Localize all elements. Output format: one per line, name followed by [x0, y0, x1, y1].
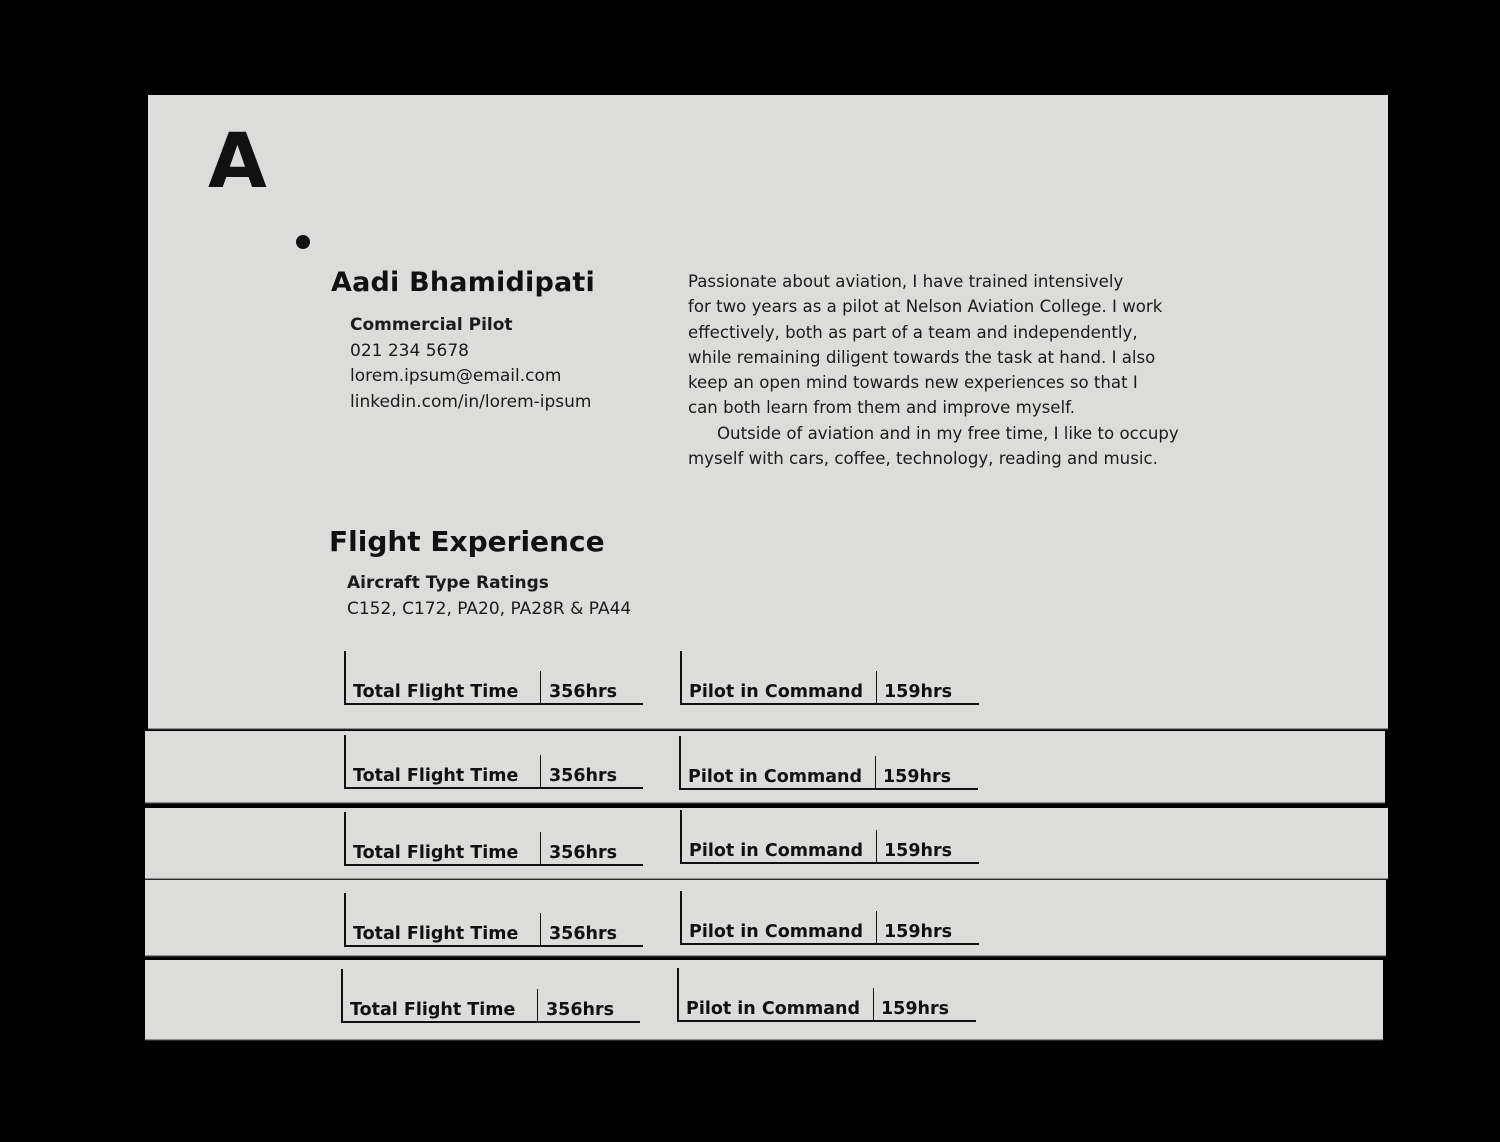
stat-divider	[540, 671, 541, 703]
stat-divider	[876, 911, 877, 943]
total-flight-time-label: Total Flight Time	[353, 682, 519, 702]
stat-divider	[537, 989, 538, 1021]
ratings-title: Aircraft Type Ratings	[347, 573, 549, 593]
bio-line: for two years as a pilot at Nelson Aviation College. I work	[688, 297, 1163, 317]
pilot-in-command-label: Pilot in Command	[689, 682, 863, 702]
bio-line: Passionate about aviation, I have trained intensively	[688, 272, 1124, 291]
monogram-logo: A	[208, 116, 265, 205]
total-flight-time-box	[341, 969, 640, 1023]
pilot-in-command-value: 159hrs	[884, 922, 953, 942]
pilot-in-command-value: 159hrs	[883, 767, 952, 787]
contact-block	[350, 313, 591, 415]
pilot-in-command-value: 159hrs	[881, 999, 950, 1019]
bio-line: can both learn from them and improve myself.	[688, 398, 1076, 418]
ratings-value: C152, C172, PA20, PA28R & PA44	[347, 598, 632, 619]
total-flight-time-value: 356hrs	[549, 843, 618, 863]
total-flight-time-value: 356hrs	[549, 682, 618, 702]
stat-divider	[540, 832, 541, 864]
pilot-in-command-value: 159hrs	[884, 682, 953, 702]
stacked-sheet-4	[145, 880, 1386, 956]
pilot-in-command-box	[680, 810, 979, 864]
pilot-in-command-label: Pilot in Command	[688, 767, 862, 787]
total-flight-time-label: Total Flight Time	[353, 924, 519, 944]
total-flight-time-value: 356hrs	[546, 1000, 615, 1020]
aircraft-ratings	[347, 571, 631, 622]
total-flight-time-box	[344, 893, 643, 947]
job-title: Commercial Pilot	[350, 315, 513, 335]
stat-divider	[876, 671, 877, 703]
pilot-in-command-box	[677, 968, 976, 1022]
total-flight-time-box	[344, 812, 643, 866]
bio-line: while remaining diligent towards the task at hand. I also	[688, 347, 1156, 367]
pilot-in-command-label: Pilot in Command	[689, 841, 863, 861]
pilot-in-command-box	[680, 891, 979, 945]
phone-number: 021 234 5678	[350, 340, 469, 361]
stacked-sheet-3	[145, 808, 1388, 879]
linkedin-url: linkedin.com/in/lorem-ipsum	[350, 391, 592, 412]
bio-line: Outside of aviation and in my free time, I like to occupy	[717, 423, 1179, 443]
total-flight-time-label: Total Flight Time	[353, 843, 519, 863]
section-title-flight-experience: Flight Experience	[329, 525, 605, 558]
stacked-sheet-5	[145, 960, 1383, 1040]
bio-text	[688, 269, 1208, 471]
total-flight-time-label: Total Flight Time	[353, 766, 519, 786]
email-address: lorem.ipsum@email.com	[350, 366, 562, 386]
pilot-in-command-value: 159hrs	[884, 841, 953, 861]
stat-divider	[540, 913, 541, 945]
stat-divider	[873, 988, 874, 1020]
total-flight-time-value: 356hrs	[549, 766, 618, 786]
bio-line: myself with cars, coffee, technology, reading and music.	[688, 449, 1158, 469]
pilot-in-command-box	[680, 651, 979, 705]
bio-line: effectively, both as part of a team and independently,	[688, 322, 1138, 342]
pilot-in-command-label: Pilot in Command	[689, 922, 863, 942]
candidate-name: Aadi Bhamidipati	[331, 267, 595, 298]
pilot-in-command-label: Pilot in Command	[686, 999, 860, 1019]
bio-line: keep an open mind towards new experiences so that I	[688, 373, 1138, 393]
total-flight-time-value: 356hrs	[549, 924, 618, 944]
monogram-dot	[296, 235, 310, 249]
total-flight-time-label: Total Flight Time	[350, 1000, 516, 1020]
total-flight-time-box	[344, 735, 643, 789]
pilot-in-command-box	[679, 736, 978, 790]
stat-divider	[875, 756, 876, 788]
stat-divider	[540, 755, 541, 787]
resume-sheet	[148, 95, 1388, 729]
stacked-sheet-2	[145, 731, 1385, 803]
total-flight-time-box	[344, 651, 643, 705]
stat-divider	[876, 830, 877, 862]
